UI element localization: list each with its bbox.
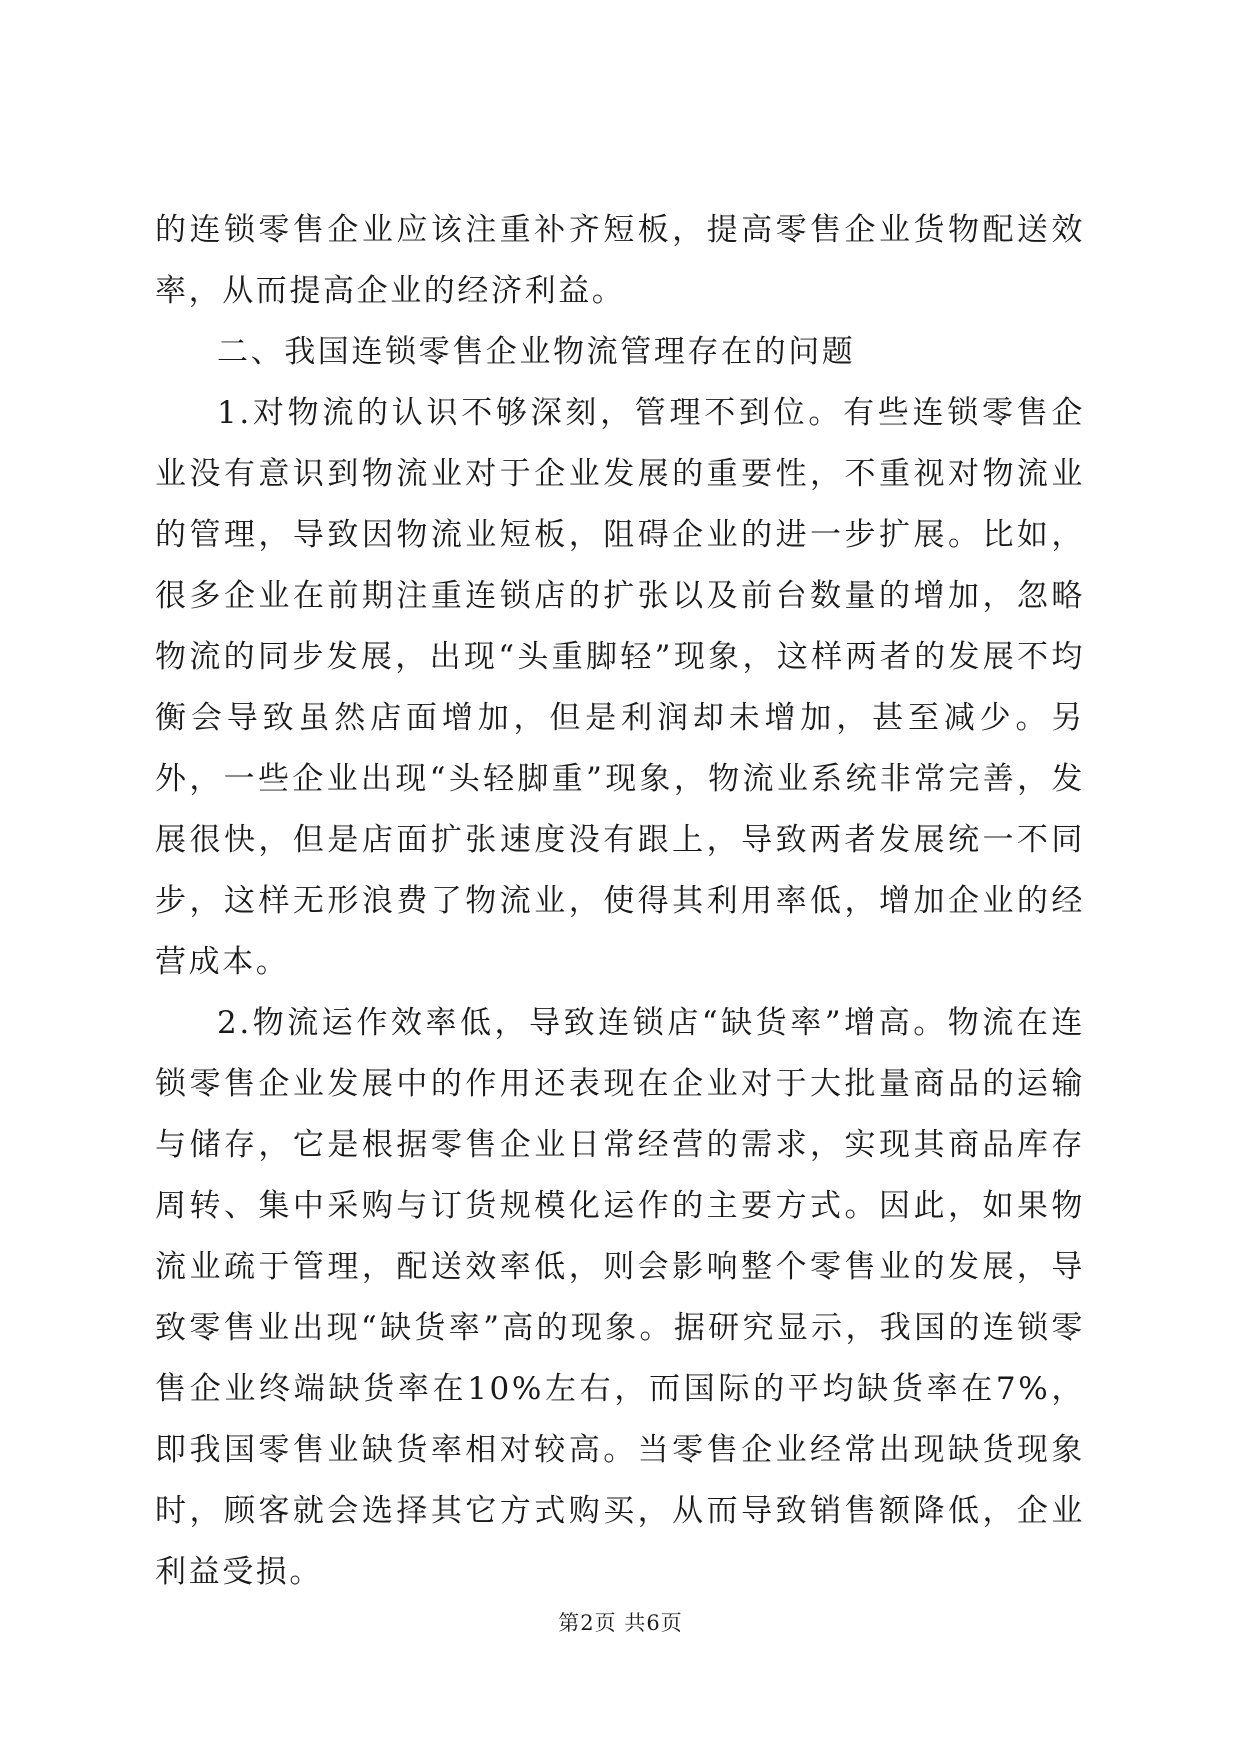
- section-heading: 二、我国连锁零售企业物流管理存在的问题: [217, 334, 856, 370]
- paragraph-item-1: 1.对物流的认识不够深刻，管理不到位。有些连锁零售企业没有意识到物流业对于企业发展的重要性，不重视对物流业的管理，导致因物流业短板，阻碍企业的进一步扩展。比如，很多企业在前期注重连锁店的扩张以及前台数量的增加，忽略物流的同步发展，出现“头重脚轻”现象，这样两者的发展不均衡会导致虽然店面增加，但是利润却未增加，甚至减少。另外，一些企业出现“头轻脚重”现象，物流业系统非常完善，发展很快，但是店面扩张速度没有跟上，导致两者发展统一不同步，这样无形浪费了物流业，使得其利用率低，增加企业的经营成本。: [155, 395, 1085, 980]
- document-body: [155, 200, 1085, 1603]
- paragraph-continued: 的连锁零售企业应该注重补齐短板，提高零售企业货物配送效率，从而提高企业的经济利益。: [155, 212, 1085, 309]
- page-footer: 第2页 共6页: [558, 1611, 683, 1635]
- paragraph-item-2: 2.物流运作效率低，导致连锁店“缺货率”增高。物流在连锁零售企业发展中的作用还表现在企业对于大批量商品的运输与储存，它是根据零售企业日常经营的需求，实现其商品库存周转、集中采购与订货规模化运作的主要方式。因此，如果物流业疏于管理，配送效率低，则会影响整个零售业的发展，导致零售业出现“缺货率”高的现象。据研究显示，我国的连锁零售企业终端缺货率在10%左右，而国际的平均缺货率在7%，即我国零售业缺货率相对较高。当零售企业经常出现缺货现象时，顾客就会选择其它方式购买，从而导致销售额降低，企业利益受损。: [155, 1005, 1085, 1590]
